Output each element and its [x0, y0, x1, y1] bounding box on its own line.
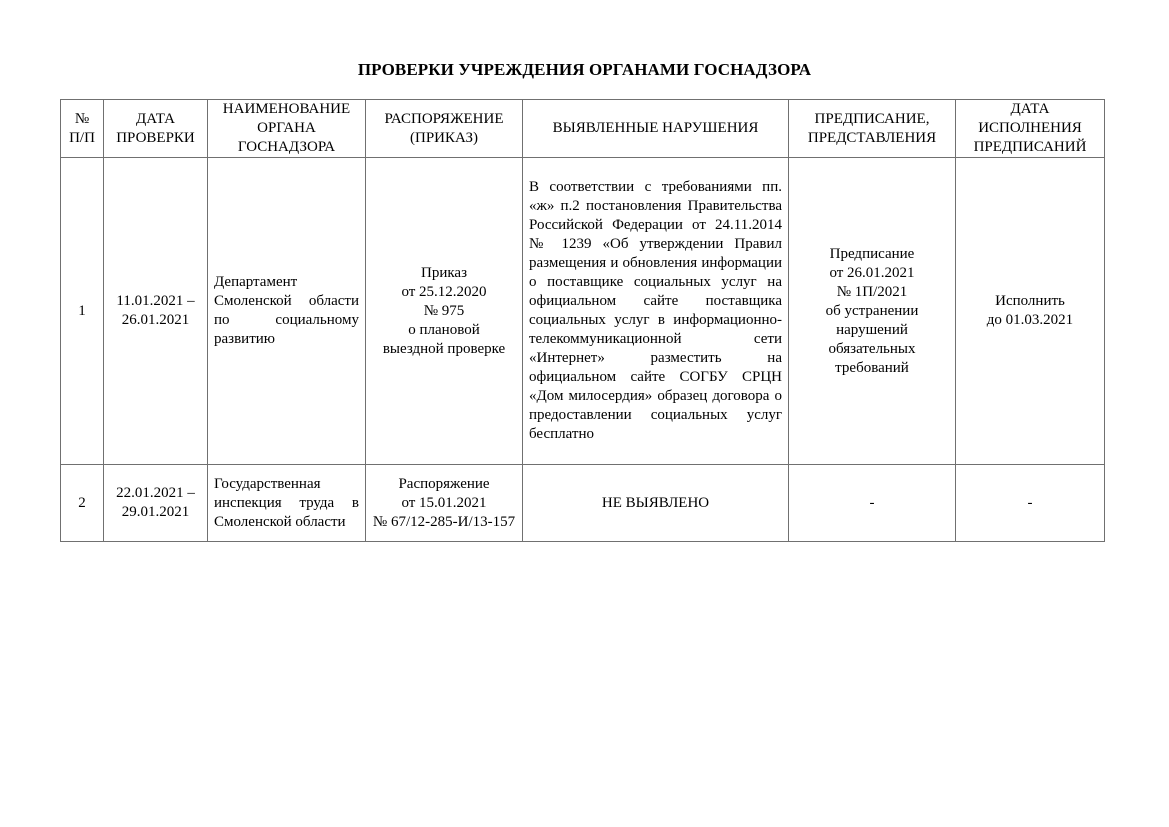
header-prescription: ПРЕДПИСАНИЕ, ПРЕДСТАВЛЕНИЯ — [789, 100, 956, 158]
row-order: Распоряжение от 15.01.2021 № 67/12-285-И/13-157 — [366, 465, 523, 542]
table-row — [61, 158, 1105, 465]
row-inspection-date: 11.01.2021 – 26.01.2021 — [104, 158, 208, 465]
table-row — [61, 465, 1105, 542]
inspections-table — [60, 99, 1105, 542]
row-order: Приказ от 25.12.2020 № 975 о плановой выездной проверке — [366, 158, 523, 465]
row-execution-date: - — [956, 465, 1105, 542]
row-prescription: - — [789, 465, 956, 542]
row-execution-date: Исполнить до 01.03.2021 — [956, 158, 1105, 465]
header-execution-date: ДАТА ИСПОЛНЕНИЯ ПРЕДПИСАНИЙ — [956, 100, 1105, 158]
row-authority-name: Департамент Смоленской области по социальному развитию — [208, 158, 366, 465]
header-inspection-date: ДАТА ПРОВЕРКИ — [104, 100, 208, 158]
row-violations: НЕ ВЫЯВЛЕНО — [523, 465, 789, 542]
header-authority-name: НАИМЕНОВАНИЕ ОРГАНА ГОСНАДЗОРА — [208, 100, 366, 158]
row-number: 1 — [61, 158, 104, 465]
header-order: РАСПОРЯЖЕНИЕ (ПРИКАЗ) — [366, 100, 523, 158]
row-violations: В соответствии с требованиями пп. «ж» п.2 постановления Правительства Российской Федерации от 24.11.2014 № 1239 «Об утверждении Правил размещения и обновления информации о поставщике социальных услуг на официальном сайте поставщика социальных услуг в информационно-телекоммуникационной сети «Интернет» разместить на официальном сайте СОГБУ СРЦН «Дом милосердия» образец договора о предоставлении социальных услуг бесплатно — [523, 158, 789, 465]
header-violations: ВЫЯВЛЕННЫЕ НАРУШЕНИЯ — [523, 100, 789, 158]
table-header-row — [61, 100, 1105, 158]
row-prescription: Предписание от 26.01.2021 № 1П/2021 об устранении нарушений обязательных требований — [789, 158, 956, 465]
row-authority-name: Государственная инспекция труда в Смоленской области — [208, 465, 366, 542]
row-number: 2 — [61, 465, 104, 542]
page-title: ПРОВЕРКИ УЧРЕЖДЕНИЯ ОРГАНАМИ ГОСНАДЗОРА — [357, 60, 812, 79]
row-inspection-date: 22.01.2021 – 29.01.2021 — [104, 465, 208, 542]
header-number: № П/П — [61, 100, 104, 158]
